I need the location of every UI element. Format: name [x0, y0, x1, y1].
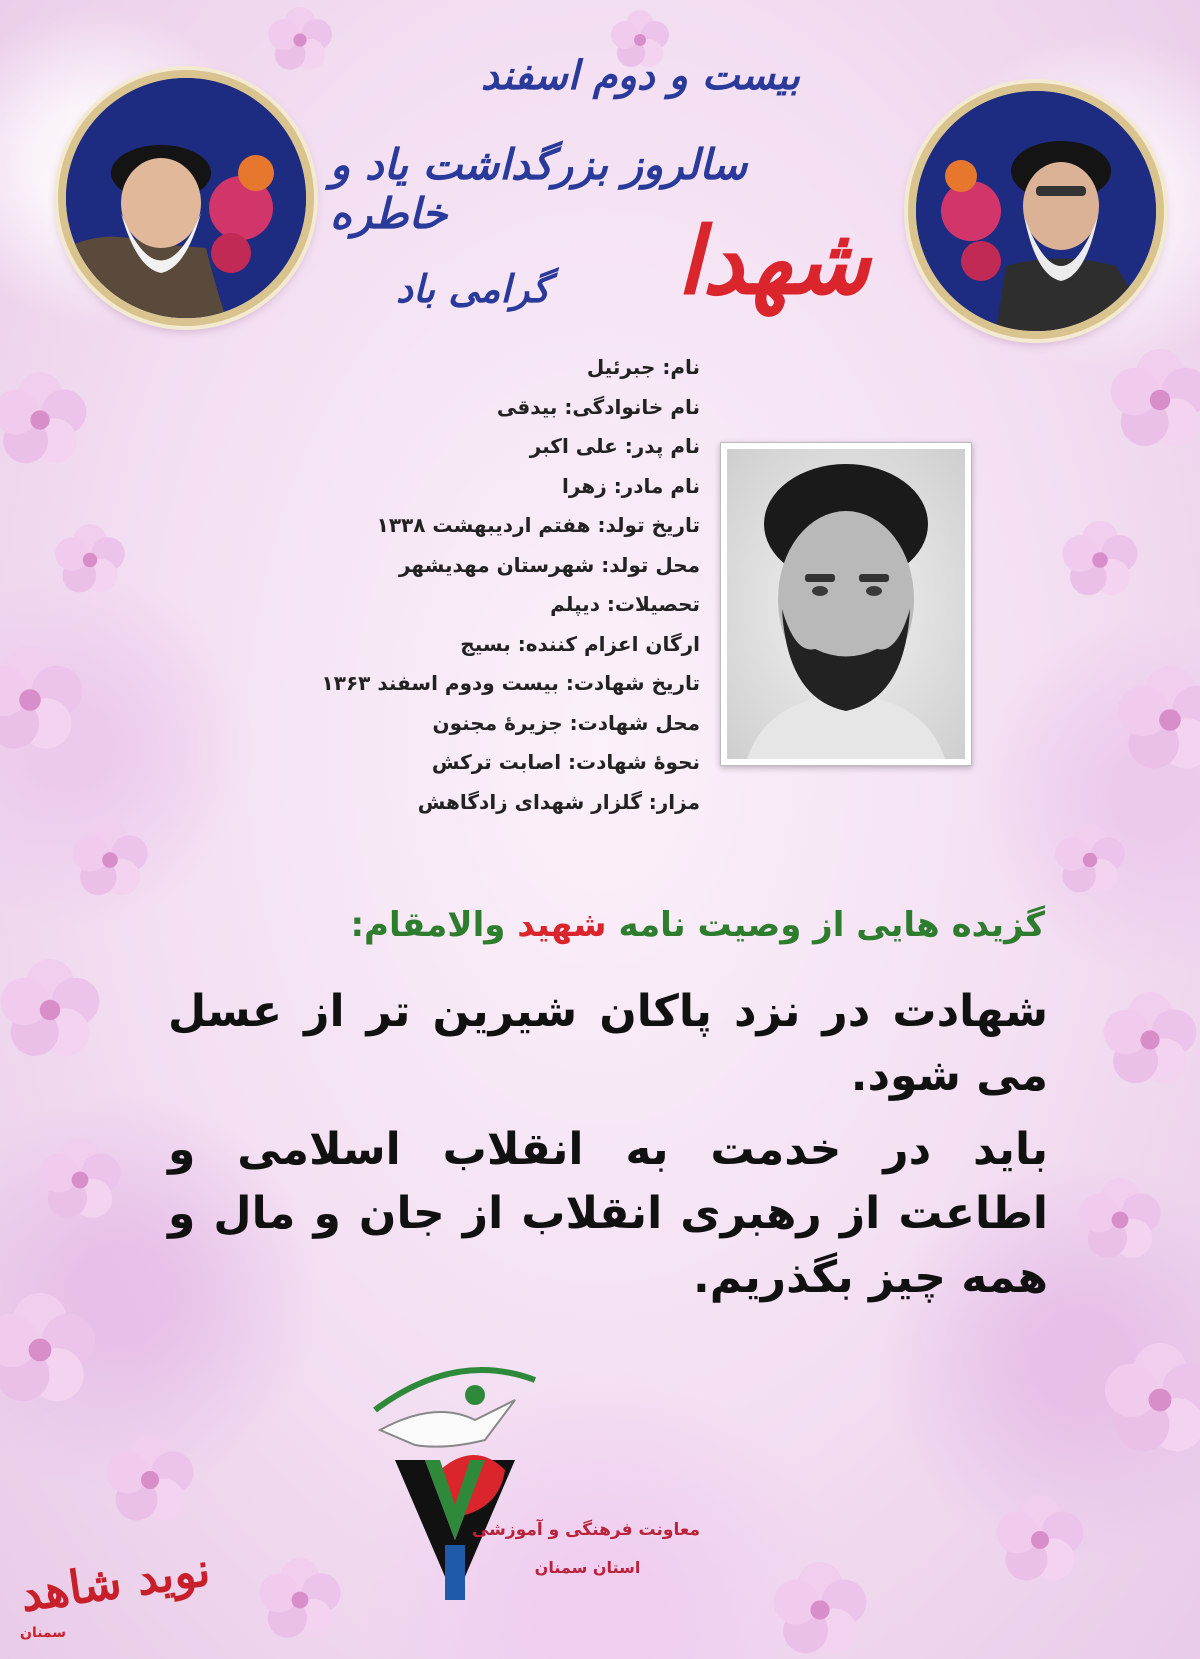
martyrs-foundation-logo-icon [355, 1340, 555, 1640]
detail-mother-name: نام مادر: زهرا [562, 473, 700, 498]
org-province: استان سمنان [534, 1558, 641, 1577]
right-portrait [908, 83, 1164, 339]
detail-first-name: نام: جبرئیل [586, 355, 700, 379]
watermark-brand: نوید شاهد [17, 1542, 214, 1622]
detail-last-name: نام خانوادگی: بیدقی [496, 394, 700, 419]
will-paragraph: شهادت در نزد پاکان شیرین تر از عسل می شود. [168, 986, 1048, 1101]
will-heading [350, 905, 1045, 945]
header-anniversary-line: سالروز بزرگداشت یاد و خاطره [330, 140, 748, 238]
org-name: معاونت فرهنگی و آموزشی [471, 1520, 700, 1540]
detail-martyrdom-place: محل شهادت: جزیرهٔ مجنون [432, 710, 700, 735]
header-honor-line: گرامی باد [396, 266, 550, 311]
header-martyrs-word: شهدا [676, 207, 870, 315]
will-paragraph: باید در خدمت به انقلاب اسلامی و اطاعت از رهبری انقلاب از جان و مال و همه چیز بگذریم. [168, 1124, 1048, 1303]
will-body [168, 980, 1048, 1310]
header-date-line: بیست و دوم اسفند [480, 52, 800, 99]
detail-martyrdom-manner: نحوهٔ شهادت: اصابت ترکش [431, 750, 700, 774]
detail-birth-date: تاریخ تولد: هفتم اردیبهشت ۱۳۳۸ [376, 513, 700, 537]
will-heading-part2: والامقام: [350, 905, 518, 945]
left-portrait [58, 70, 314, 326]
martyr-details [230, 355, 700, 829]
detail-birth-place: محل تولد: شهرستان مهدیشهر [398, 552, 700, 577]
martyr-photo [720, 442, 972, 766]
detail-education: تحصیلات: دیپلم [550, 592, 700, 616]
detail-father-name: نام پدر: علی اکبر [529, 434, 700, 458]
detail-burial-place: مزار: گلزار شهدای زادگاهش [417, 789, 700, 814]
watermark-city: سمنان [20, 1625, 67, 1641]
detail-martyrdom-date: تاریخ شهادت: بیست ودوم اسفند ۱۳۶۳ [321, 671, 700, 695]
will-heading-highlight: شهید [517, 905, 607, 945]
will-heading-part1: گزیده هایی از وصیت نامه [606, 905, 1045, 945]
detail-dispatching-organ: ارگان اعزام کننده: بسیج [460, 631, 700, 656]
header-title [330, 30, 870, 330]
